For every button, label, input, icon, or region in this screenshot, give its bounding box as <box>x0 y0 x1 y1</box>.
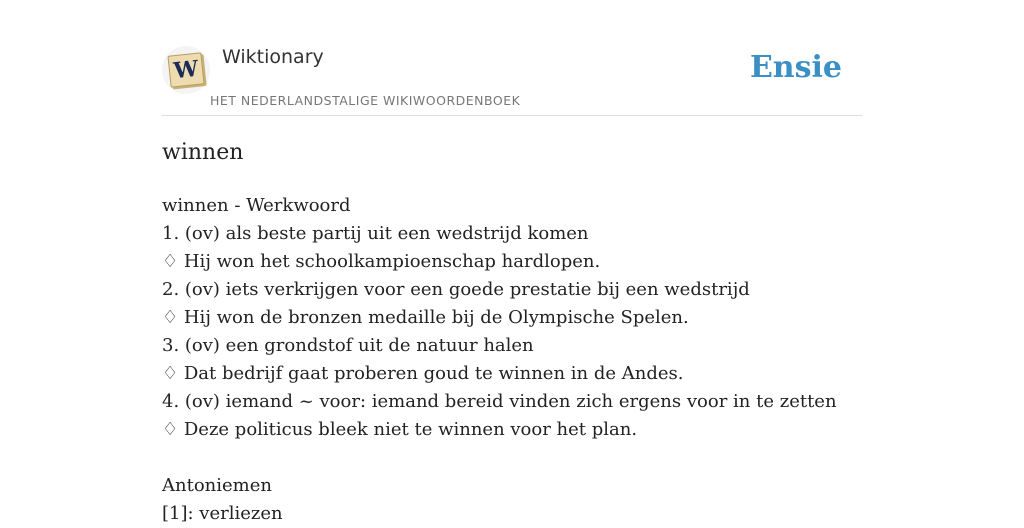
example-line: ♢ Hij won het schoolkampioenschap hardlopen. <box>162 251 601 272</box>
page-container <box>162 0 862 524</box>
site-tagline: HET NEDERLANDSTALIGE WIKIWOORDENBOEK <box>210 93 521 108</box>
site-logo[interactable] <box>162 46 210 94</box>
page-title: winnen <box>162 140 244 165</box>
section-spacer <box>162 444 862 472</box>
example-line: ♢ Dat bedrijf gaat proberen goud te winnen in de Andes. <box>162 363 684 384</box>
definition-line: 2. (ov) iets verkrijgen voor een goede prestatie bij een wedstrijd <box>162 279 750 300</box>
example-line: ♢ Hij won de bronzen medaille bij de Olympische Spelen. <box>162 307 689 328</box>
definition-line: 1. (ov) als beste partij uit een wedstrijd komen <box>162 223 589 244</box>
wiktionary-tile-icon: W <box>167 52 204 87</box>
definition-line: 4. (ov) iemand ~ voor: iemand bereid vinden zich ergens voor in te zetten <box>162 391 837 412</box>
definition-line: 3. (ov) een grondstof uit de natuur halen <box>162 335 534 356</box>
antonym-item: [1]: verliezen <box>162 503 283 524</box>
site-name[interactable]: Wiktionary <box>222 46 324 68</box>
entry-heading: winnen - Werkwoord <box>162 195 351 216</box>
ensie-brand-link[interactable]: Ensie <box>749 50 842 85</box>
antonyms-heading: Antoniemen <box>162 475 272 496</box>
example-line: ♢ Deze politicus bleek niet te winnen voor het plan. <box>162 419 638 440</box>
site-header <box>162 0 862 116</box>
entry-body <box>162 192 862 528</box>
